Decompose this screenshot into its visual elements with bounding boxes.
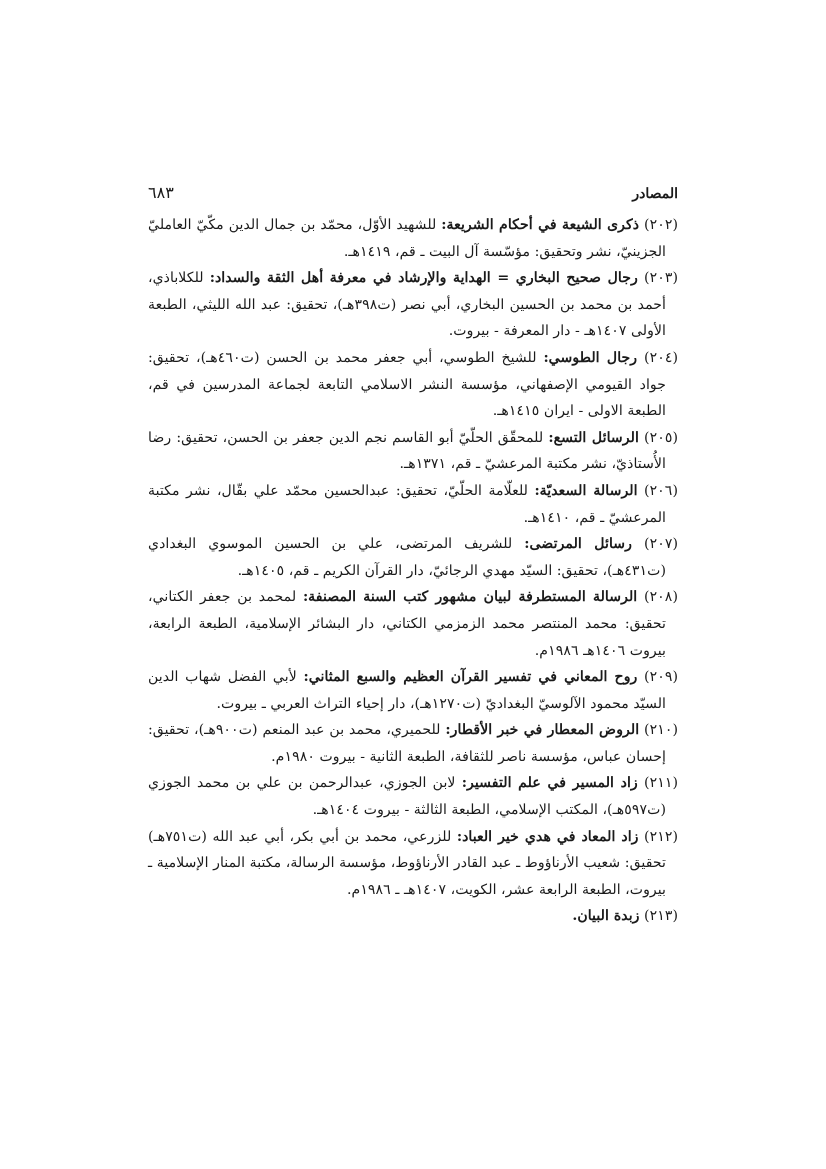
entry-title: زاد المعاد في هدي خير العباد: [456, 828, 639, 845]
page-header [148, 183, 678, 205]
section-title: المصادر [632, 186, 678, 202]
entry-text: للشريف المرتضى، علي بن الحسين الموسوي البغدادي (ت٤٣١هـ)، تحقيق: السيّد مهدي الرجائيّ، دار القرآن الكريم ـ قم، ١٤٠٥هـ. [148, 536, 666, 579]
entry-number: (٢٠٩) [644, 669, 679, 686]
entry-title: زبدة البيان. [572, 908, 640, 925]
entry-text: للعلّامة الحلّيّ، تحقيق: عبدالحسين محمّد علي بقّال، نشر مكتبة المرعشيّ ـ قم، ١٤١٠هـ. [148, 482, 666, 526]
entry-text: للكلاباذي، أحمد بن محمد بن الحسين البخاري، أبي نصر (ت٣٩٨هـ)، تحقيق: عبد الله الليثي، الطبعة الأولى ١٤٠٧هـ - دار المعرفة - بيروت. [148, 270, 666, 340]
entry-title: رجال صحيح البخاري = الهداية والإرشاد في معرفة أهل الثقة والسداد: [209, 270, 638, 287]
entry-number: (٢٠٣) [644, 270, 678, 287]
entry-text: لمحمد بن جعفر الكتاني، تحقيق: محمد المنتصر محمد الزمزمي الكتاني، دار البشائر الإسلامية، الطبعة الرابعة، بيروت ١٤٠٦هـ ١٩٨٦م. [148, 589, 666, 659]
bibliography-list [148, 212, 678, 930]
entry-text: للشيخ الطوسي، أبي جعفر محمد بن الحسن (ت٤٦٠هـ)، تحقيق: جواد القيومي الإصفهاني، مؤسسة النشر الاسلامي التابعة لجماعة المدرسين في قم، الطبعة الاولى - ايران ١٤١٥هـ. [148, 349, 666, 420]
entry-number: (٢١١) [644, 775, 678, 792]
entry-title: رجال الطوسي: [543, 349, 638, 366]
bibliography-entry [148, 531, 678, 584]
entry-title: رسائل المرتضى: [524, 536, 633, 553]
bibliography-entry [148, 478, 678, 531]
bibliography-entry [148, 265, 678, 345]
entry-title: الروض المعطار في خبر الأقطار: [445, 722, 640, 739]
entry-title: ذكرى الشيعة في أحكام الشريعة: [441, 217, 640, 233]
page-number: ٦٨٣ [148, 183, 174, 202]
entry-number: (٢١٠) [644, 722, 678, 739]
bibliography-entry [148, 345, 678, 425]
entry-number: (٢١٢) [644, 828, 678, 845]
entry-number: (٢٠٦) [644, 482, 678, 499]
bibliography-entry [148, 770, 678, 823]
entry-title: الرسالة المستطرفة لبيان مشهور كتب السنة المصنفة: [302, 589, 638, 606]
bibliography-entry [148, 717, 678, 770]
entry-title: الرسالة السعديّة: [534, 482, 638, 499]
bibliography-entry [148, 584, 678, 664]
bibliography-entry [148, 824, 678, 904]
entry-number: (٢١٣) [644, 908, 678, 925]
entry-number: (٢٠٥) [644, 429, 679, 446]
entry-text: للشهيد الأوّل، محمّد بن جمال الدين مكّيّ العامليّ الجزينيّ، نشر وتحقيق: مؤسّسة آل البيت ـ قم، ١٤١٩هـ. [148, 217, 666, 260]
entry-title: روح المعاني في تفسير القرآن العظيم والسبع المثاني: [303, 669, 638, 686]
entry-text: للزرعي، محمد بن أبي بكر، أبي عبد الله (ت٧٥١هـ) تحقيق: شعيب الأرناؤوط ـ عبد القادر الأرناؤوط، مؤسسة الرسالة، مكتبة المنار الإسلامية ـ بيروت، الطبعة الرابعة عشر، الكويت، ١٤٠٧هـ ـ ١٩٨٦م. [148, 828, 666, 898]
entry-title: الرسائل التسع: [548, 429, 639, 446]
entry-number: (٢٠٢) [644, 217, 679, 233]
bibliography-entry [148, 903, 678, 930]
entry-text: لابن الجوزي، عبدالرحمن بن علي بن محمد الجوزي (ت٥٩٧هـ)، المكتب الإسلامي، الطبعة الثالثة - بيروت ١٤٠٤هـ. [148, 775, 666, 819]
bibliography-entry [148, 425, 678, 478]
entry-number: (٢٠٧) [644, 536, 679, 553]
entry-text: لأبي الفضل شهاب الدين السيّد محمود الآلوسيّ البغداديّ (ت١٢٧٠هـ)، دار إحياء التراث العربي ـ بيروت. [148, 669, 666, 712]
entry-number: (٢٠٨) [644, 589, 678, 606]
bibliography-entry [148, 664, 678, 717]
entry-title: زاد المسير في علم التفسير: [461, 775, 638, 792]
entry-text: للحميري، محمد بن عبد المنعم (ت٩٠٠هـ)، تحقيق: إحسان عباس، مؤسسة ناصر للثقافة، الطبعة الثانية - بيروت ١٩٨٠م. [148, 722, 666, 765]
entry-text: للمحقّق الحلّيّ أبو القاسم نجم الدين جعفر بن الحسن، تحقيق: رضا الأُستاذيّ، نشر مكتبة المرعشيّ ـ قم، ١٣٧١هـ. [148, 429, 666, 473]
entry-number: (٢٠٤) [644, 349, 678, 366]
bibliography-entry [148, 212, 678, 265]
